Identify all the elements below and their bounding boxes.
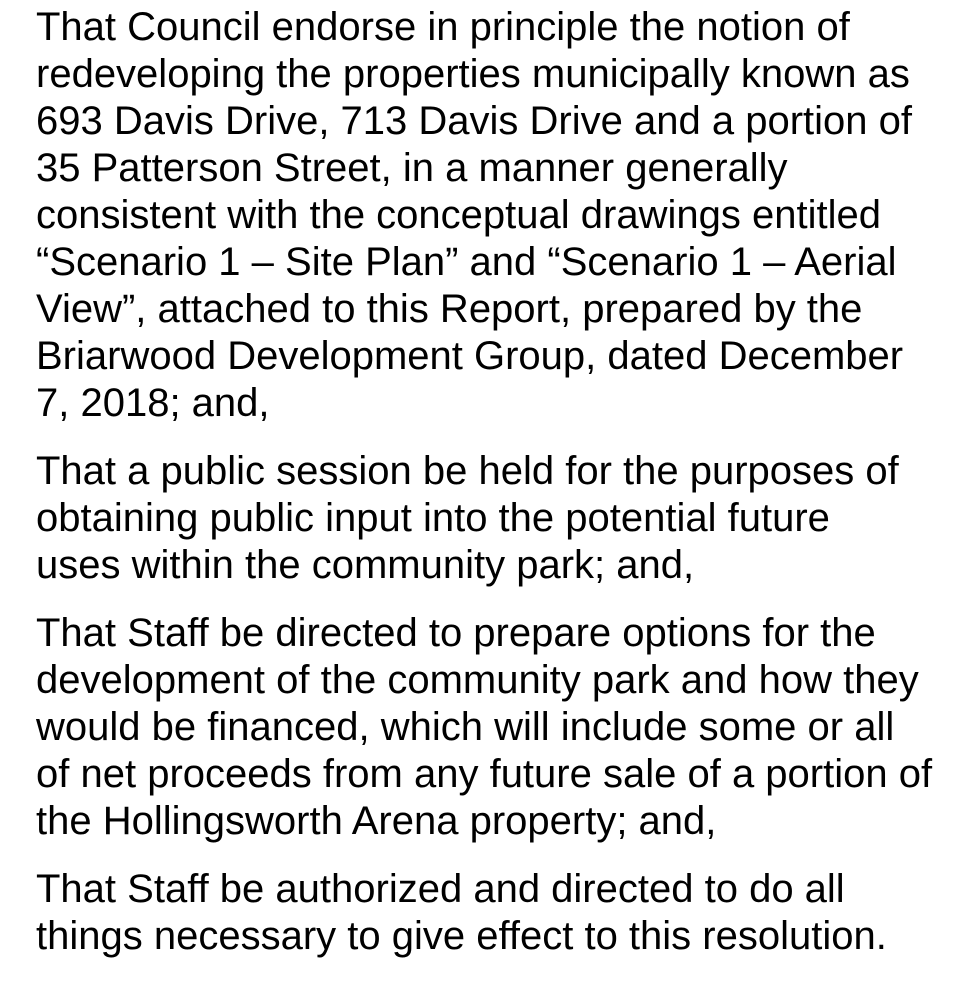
text-line: View”, attached to this Report, prepared by the <box>36 287 863 331</box>
text-line: Briarwood Development Group, dated December <box>36 334 904 378</box>
text-line: development of the community park and how they <box>36 658 919 702</box>
paragraph-park-options <box>36 610 966 845</box>
text-line: That Council endorse in principle the notion of <box>36 5 850 49</box>
text-line: That Staff be directed to prepare options for the <box>36 611 876 655</box>
text-line: the Hollingsworth Arena property; and, <box>36 799 717 843</box>
text-line: obtaining public input into the potential future <box>36 496 830 540</box>
text-line: That Staff be authorized and directed to do all <box>36 867 845 911</box>
text-line: 35 Patterson Street, in a manner generally <box>36 146 788 190</box>
text-line: of net proceeds from any future sale of a portion of <box>36 752 933 796</box>
text-line: uses within the community park; and, <box>36 543 695 587</box>
text-line: redeveloping the properties municipally known as <box>36 52 910 96</box>
text-line: That a public session be held for the purposes of <box>36 449 899 493</box>
text-line: 7, 2018; and, <box>36 381 270 425</box>
text-line: things necessary to give effect to this resolution. <box>36 914 887 958</box>
text-line: “Scenario 1 – Site Plan” and “Scenario 1 – Aerial <box>36 240 897 284</box>
text-line: 693 Davis Drive, 713 Davis Drive and a portion of <box>36 99 912 143</box>
paragraph-public-session <box>36 448 966 589</box>
paragraph-endorse-redevelopment <box>36 4 966 427</box>
text-line: consistent with the conceptual drawings entitled <box>36 193 881 237</box>
text-line: would be financed, which will include some or all <box>36 705 895 749</box>
resolution-document <box>36 4 966 981</box>
paragraph-staff-authorized <box>36 866 966 960</box>
